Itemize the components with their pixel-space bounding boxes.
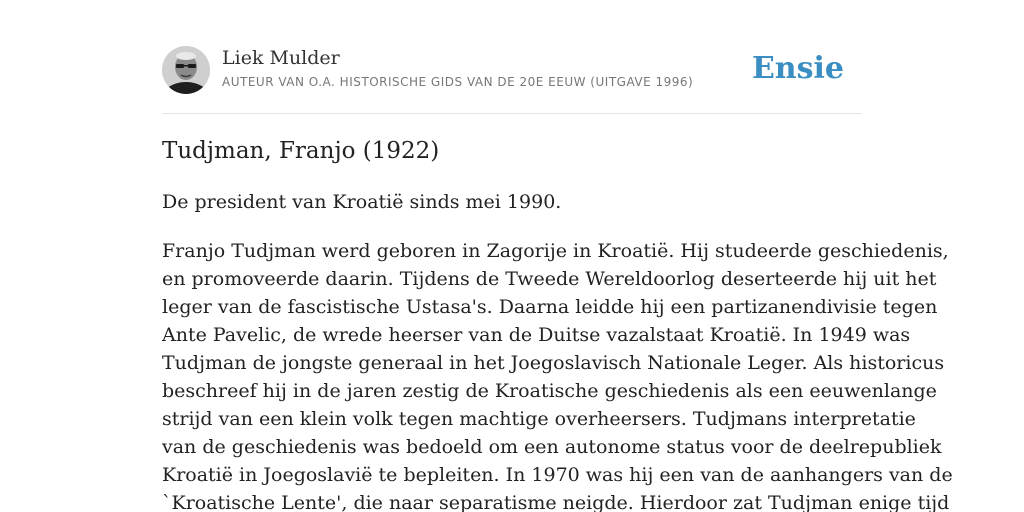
- header-divider: [162, 113, 862, 114]
- author-bio: AUTEUR VAN O.A. HISTORISCHE GIDS VAN DE 20E EEUW (UITGAVE 1996): [222, 75, 694, 89]
- author-header: [162, 46, 862, 96]
- article-body: [162, 237, 953, 512]
- body-line: van de geschiedenis was bedoeld om een autonome status voor de deelrepubliek: [162, 436, 942, 458]
- article-lead: De president van Kroatië sinds mei 1990.: [162, 191, 562, 213]
- body-line: Franjo Tudjman werd geboren in Zagorije in Kroatië. Hij studeerde geschiedenis,: [162, 240, 949, 262]
- body-line: beschreef hij in de jaren zestig de Kroatische geschiedenis als een eeuwenlange: [162, 380, 937, 402]
- body-line: `Kroatische Lente', die naar separatisme neigde. Hierdoor zat Tudjman enige tijd: [162, 492, 950, 512]
- body-line: leger van de fascistische Ustasa's. Daarna leidde hij een partizanendivisie tegen: [162, 296, 938, 318]
- body-line: Tudjman de jongste generaal in het Joegoslavisch Nationale Leger. Als historicus: [162, 352, 945, 374]
- author-avatar[interactable]: [162, 46, 210, 94]
- body-line: Kroatië in Joegoslavië te bepleiten. In 1970 was hij een van de aanhangers van de: [162, 464, 953, 486]
- body-line: en promoveerde daarin. Tijdens de Tweede Wereldoorlog deserteerde hij uit het: [162, 268, 937, 290]
- avatar-portrait-icon: [162, 46, 210, 94]
- body-line: strijd van een klein volk tegen machtige overheersers. Tudjmans interpretatie: [162, 408, 916, 430]
- author-name[interactable]: Liek Mulder: [222, 47, 340, 69]
- ensie-logo[interactable]: Ensie: [751, 51, 844, 86]
- article-title: Tudjman, Franjo (1922): [162, 138, 440, 164]
- body-line: Ante Pavelic, de wrede heerser van de Duitse vazalstaat Kroatië. In 1949 was: [162, 324, 911, 346]
